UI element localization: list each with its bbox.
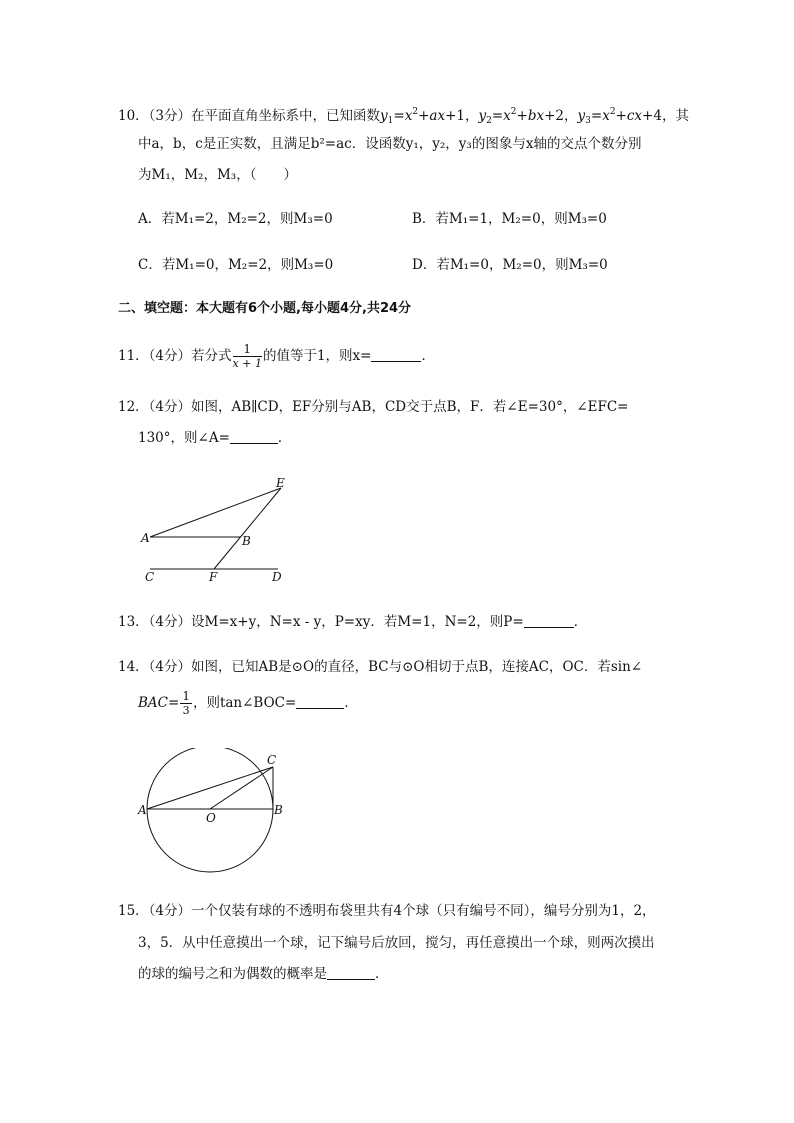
q10-line3: 为M₁，M₂，M₃，（ ） — [138, 167, 297, 183]
label-d: D — [272, 570, 282, 584]
label-c: C — [267, 753, 277, 767]
q14-fraction — [180, 689, 192, 718]
q11-suffix: 的值等于1，则x= — [262, 348, 372, 364]
q10-functions: $y_1=x^2+ax+1$，$y_2=x^2+bx+2$，$y_3=x^2+cx+4$，其 — [380, 107, 689, 126]
q12-line1: 12．（4分）如图，AB∥CD，EF分别与AB，CD交于点B，F．若∠E=30°，∠EFC= — [118, 399, 629, 415]
q12-answer-blank[interactable] — [230, 429, 278, 444]
q12-line2: 130°，则∠A= ． — [138, 430, 292, 446]
q14-frac-den: 3 — [182, 704, 190, 717]
line-ac — [147, 767, 273, 809]
q14-answer-blank[interactable] — [296, 694, 344, 709]
label-a: A — [141, 531, 150, 545]
label-a: A — [138, 803, 147, 817]
label-o: O — [206, 811, 216, 825]
q15-answer-blank[interactable] — [327, 965, 375, 980]
q11-prefix: 11．（4分）若分式 — [118, 348, 232, 364]
q13-text: 13．（4分）设M=x+y，N=x - y，P=xy．若M=1，N=2，则P= — [118, 614, 524, 630]
q11-frac-den: x + 1 — [232, 357, 262, 370]
q15-line1: 15．（4分）一个仅装有球的不透明布袋里共有4个球（只有编号不同），编号分别为1，2， — [118, 903, 656, 919]
q15-line3-text: 的球的编号之和为偶数的概率是 — [138, 966, 327, 982]
q11-answer-blank[interactable] — [371, 347, 421, 362]
label-b: B — [274, 803, 283, 817]
q10-line1 — [118, 102, 689, 131]
q14-line1: 14．（4分）如图，已知AB是⊙O的直径，BC与⊙O相切于点B，连接AC，OC．若sin∠ — [118, 659, 643, 675]
label-e: E — [276, 476, 285, 490]
q10-option-d: D．若M₁=0，M₂=0，则M₃=0 — [412, 257, 608, 273]
q10-prefix: 10．（3分）在平面直角坐标系中，已知函数 — [118, 108, 381, 124]
line-oc — [210, 767, 273, 809]
q14-figure — [135, 748, 295, 878]
q15-line3: 的球的编号之和为偶数的概率是 ． — [138, 966, 389, 982]
q11-frac-num: 1 — [233, 342, 262, 357]
q15-line2: 3，5．从中任意摸出一个球，记下编号后放回，搅匀，再任意摸出一个球，则两次摸出 — [138, 935, 655, 951]
q10-option-c: C．若M₁=0，M₂=2，则M₃=0 — [138, 257, 334, 273]
q11-fraction — [233, 342, 262, 371]
label-c: C — [145, 570, 155, 584]
circle-o — [147, 748, 273, 872]
q14-line2-suffix: ，则tan∠BOC= — [192, 695, 297, 711]
q11: 11．（4分）若分式 $\frac{1}{x + 1}$ 的值等于1，则x= ． — [118, 342, 435, 370]
q13: 13．（4分）设M=x+y，N=x - y，P=xy．若M=1，N=2，则P= ． — [118, 614, 588, 630]
q14-frac-num: 1 — [182, 689, 190, 703]
label-f: F — [209, 570, 218, 584]
section-heading: 二、填空题：本大题有6个小题,每小题4分,共24分 — [118, 301, 412, 316]
label-b: B — [242, 534, 251, 548]
q10-option-b: B．若M₁=1，M₂=0，则M₃=0 — [412, 211, 607, 227]
q12-line2-text: 130°，则∠A= — [138, 430, 230, 446]
q12-figure — [138, 472, 298, 587]
q10-option-a: A．若M₁=2，M₂=2，则M₃=0 — [138, 211, 333, 227]
q14-line2: BAC= $\frac{1}{3}$ ，则tan∠BOC= ． — [138, 689, 358, 717]
q14-line2-prefix: BAC= — [138, 695, 180, 711]
q13-answer-blank[interactable] — [524, 613, 574, 628]
q10-line2: 中a，b，c是正实数，且满足b²=ac．设函数y₁，y₂，y₃的图象与x轴的交点个数分别 — [138, 136, 642, 152]
